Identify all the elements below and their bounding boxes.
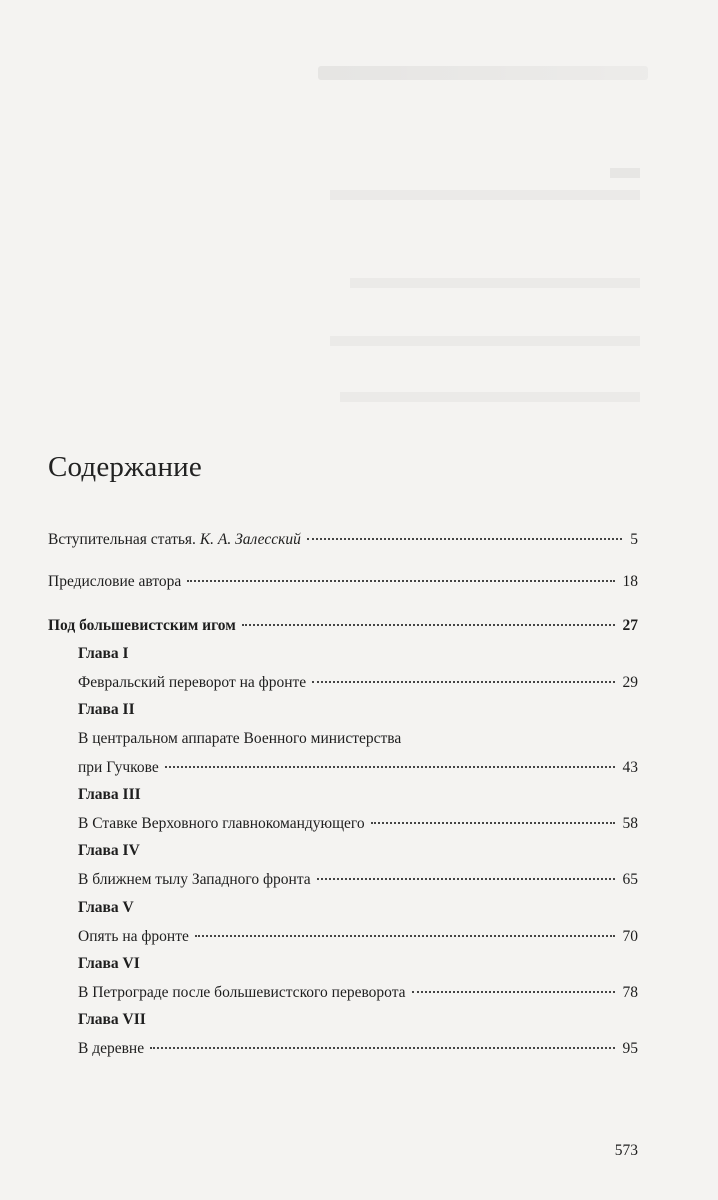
toc-entry-ch2[interactable] <box>78 758 638 778</box>
bleed-through-mark <box>610 168 640 178</box>
toc-page-number: 78 <box>622 984 638 1001</box>
toc-entry-label: В ближнем тылу Западного фронта <box>78 871 311 888</box>
toc-entry-label: Предисловие автора <box>48 573 182 590</box>
chapter-heading: Глава II <box>78 701 135 718</box>
toc-entry-label: Под большевистским игом <box>48 617 236 634</box>
dot-leader <box>150 1047 614 1049</box>
toc-entry-label: В деревне <box>78 1040 145 1057</box>
toc-page-number: 27 <box>622 617 638 634</box>
dot-leader <box>165 766 615 768</box>
toc-page-number: 58 <box>622 815 638 832</box>
toc-entry-ch5[interactable] <box>78 927 638 947</box>
dot-leader <box>317 878 615 880</box>
toc-entry-ch4[interactable] <box>78 870 638 890</box>
dot-leader <box>412 991 615 993</box>
toc-entry-label: Февральский переворот на фронте <box>78 674 307 691</box>
toc-entry-label: В Ставке Верховного главнокомандующего <box>78 815 365 832</box>
toc-page-number: 65 <box>622 871 638 888</box>
toc-entry-intro[interactable] <box>48 530 638 550</box>
toc-entry-ch7[interactable] <box>78 1039 638 1059</box>
chapter-heading: Глава IV <box>78 842 140 859</box>
dot-leader <box>187 580 614 582</box>
dot-leader <box>195 935 615 937</box>
toc-entry-preface[interactable] <box>48 572 638 592</box>
chapter-heading: Глава VII <box>78 1011 146 1028</box>
toc-page-number: 70 <box>622 928 638 945</box>
chapter-heading: Глава VI <box>78 955 140 972</box>
dot-leader <box>242 624 615 626</box>
toc-entry-label: Опять на фронте <box>78 928 189 945</box>
toc-entry-ch6[interactable] <box>78 983 638 1003</box>
page-title: Содержание <box>48 451 202 484</box>
bleed-through-header <box>318 66 648 80</box>
chapter-heading: Глава I <box>78 645 129 662</box>
bleed-through-line <box>330 336 640 346</box>
toc-page-number: 29 <box>622 674 638 691</box>
toc-entry-ch3[interactable] <box>78 814 638 834</box>
bleed-through-line <box>340 392 640 402</box>
bleed-through-line <box>350 278 640 288</box>
toc-entry-label-line1: В центральном аппарате Военного министерства <box>78 730 402 747</box>
chapter-heading: Глава III <box>78 786 141 803</box>
chapter-heading: Глава V <box>78 899 134 916</box>
bleed-through-line <box>330 190 640 200</box>
dot-leader <box>371 822 615 824</box>
dot-leader <box>312 681 614 683</box>
toc-entry-label: В Петрограде после большевистского переворота <box>78 984 406 1001</box>
toc-page-number: 5 <box>630 531 638 548</box>
toc-page-number: 43 <box>622 759 638 776</box>
page-folio: 573 <box>614 1142 638 1159</box>
toc-entry-ch1[interactable] <box>78 673 638 693</box>
toc-entry-label: Вступительная статья. К. А. Залесский <box>48 531 301 548</box>
toc-page-number: 95 <box>622 1040 638 1057</box>
dot-leader <box>307 538 622 540</box>
toc-entry-label: при Гучкове <box>78 759 159 776</box>
toc-page-number: 18 <box>622 573 638 590</box>
toc-entry-part[interactable] <box>48 616 638 636</box>
